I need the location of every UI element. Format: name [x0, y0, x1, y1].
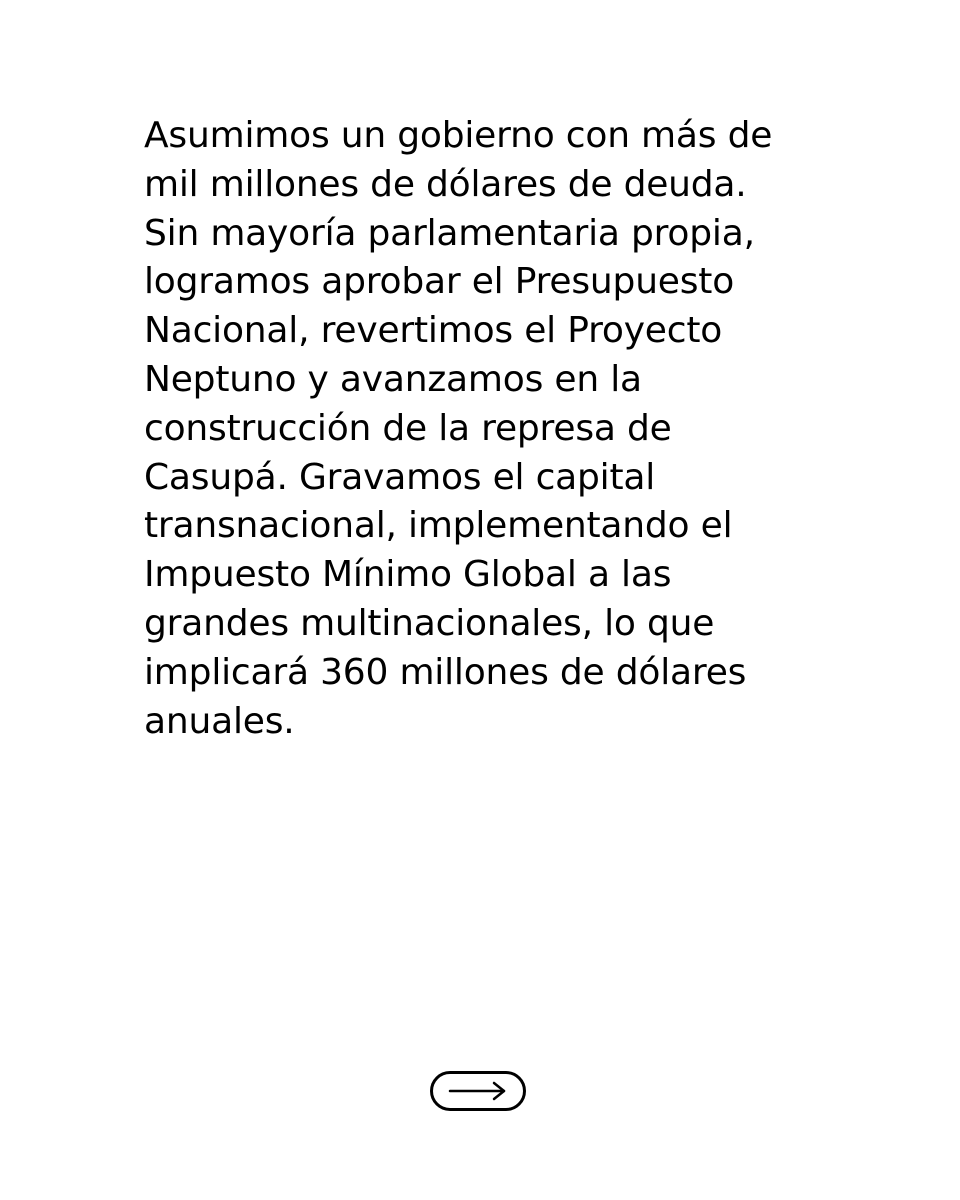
post-text-line: anuales. [144, 700, 295, 742]
post-text-line: Nacional, revertimos el Proyecto [144, 310, 723, 352]
post-text-line: logramos aprobar el Presupuesto [144, 261, 735, 303]
post-text-line: implicará 360 millones de dólares [144, 651, 747, 693]
post-text-line: mil millones de dólares de deuda. [144, 163, 747, 205]
post-text [144, 112, 844, 746]
post-text-line: transnacional, implementando el [144, 505, 733, 547]
post-text-line: grandes multinacionales, lo que [144, 602, 715, 644]
post-text-line: Casupá. Gravamos el capital [144, 456, 656, 498]
post-text-line: Impuesto Mínimo Global a las [144, 554, 672, 596]
post-text-line: construcción de la represa de [144, 407, 672, 449]
arrow-right-icon [448, 1080, 508, 1102]
post-text-line: Sin mayoría parlamentaria propia, [144, 212, 755, 254]
post-text-line: Neptuno y avanzamos en la [144, 358, 642, 400]
post-text-line: Asumimos un gobierno con más de [144, 115, 773, 156]
next-button[interactable] [430, 1071, 526, 1111]
